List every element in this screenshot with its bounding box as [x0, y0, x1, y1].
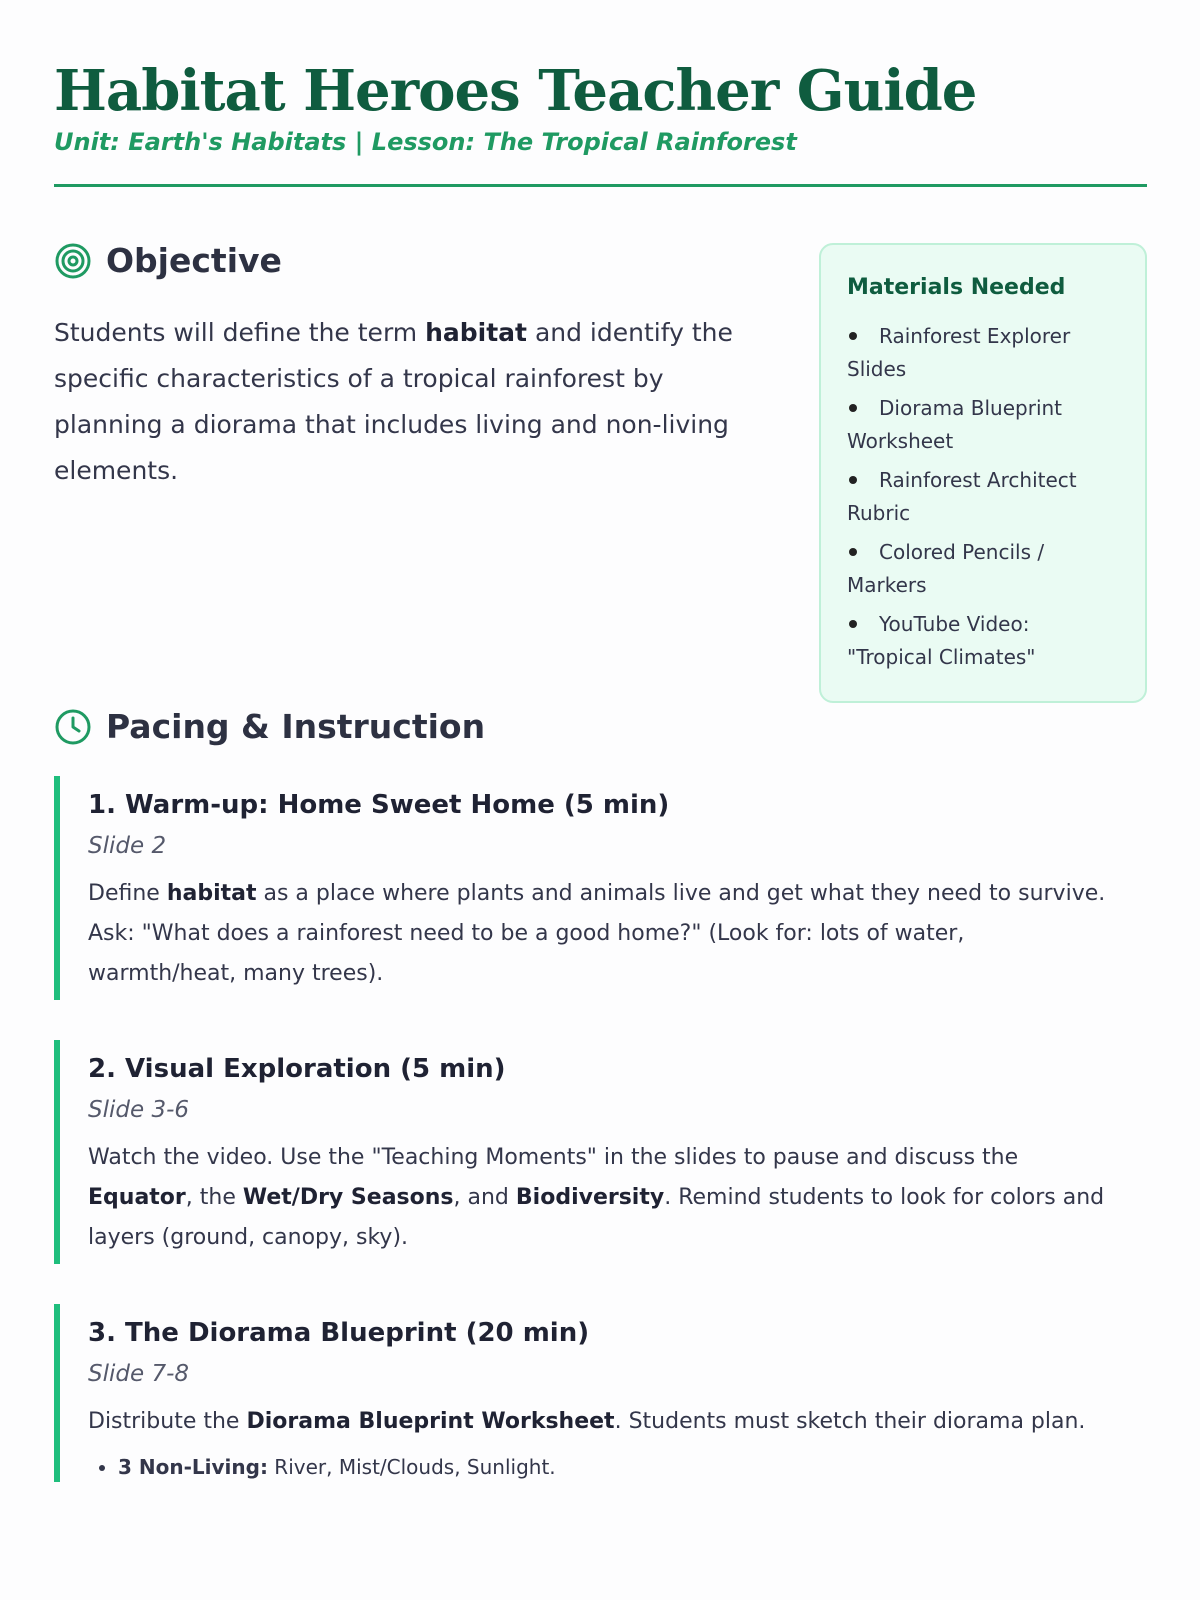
- objective-heading-label: Objective: [106, 241, 282, 280]
- top-row: [54, 187, 1146, 707]
- materials-item-label: YouTube Video: "Tropical Climates": [847, 612, 1036, 669]
- materials-list: [847, 320, 1119, 674]
- objective-section: [54, 241, 774, 494]
- materials-item: [847, 536, 1119, 602]
- bullet-dot-icon: [849, 620, 857, 628]
- step-keyword: habitat: [166, 881, 257, 906]
- objective-keyword: habitat: [425, 318, 527, 347]
- step-keyword: Diorama Blueprint Worksheet: [246, 1409, 615, 1434]
- bullet-dot-icon: [849, 476, 857, 484]
- page-title: Habitat Heroes Teacher Guide: [54, 58, 977, 124]
- step-slide-ref: Slide 2: [88, 833, 167, 859]
- step-text-segment: , the: [185, 1185, 243, 1210]
- step-keyword: Equator: [88, 1185, 186, 1210]
- materials-item-label: Diorama Blueprint Worksheet: [847, 396, 1063, 453]
- objective-heading: [54, 241, 774, 280]
- step-bullet-list: [88, 1452, 1119, 1482]
- step-text-segment: . Students must sketch their diorama plan.: [614, 1409, 1086, 1434]
- target-icon: [54, 242, 92, 280]
- step-text-segment: Watch the video. Use the "Teaching Moments" in the slides to pause and discuss the: [88, 1145, 1019, 1170]
- pacing-step: [54, 776, 1119, 1000]
- bullet-dot-icon: [849, 404, 857, 412]
- step-keyword: Biodiversity: [515, 1185, 665, 1210]
- step-text-segment: Define: [88, 881, 167, 906]
- step-description: [88, 874, 1119, 1000]
- step-title: 2. Visual Exploration (5 min): [88, 1054, 506, 1084]
- step-bullet-text: River, Mist/Clouds, Sunlight.: [267, 1455, 556, 1479]
- bullet-dot-icon: [849, 332, 857, 340]
- materials-panel: [819, 243, 1147, 703]
- clock-icon: [54, 708, 92, 746]
- step-description: [88, 1402, 1119, 1448]
- step-text-segment: Distribute the: [88, 1409, 247, 1434]
- step-title: 1. Warm-up: Home Sweet Home (5 min): [88, 790, 670, 820]
- page-subtitle: Unit: Earth's Habitats | Lesson: The Tropical Rainforest: [54, 128, 797, 156]
- bullet-dot-icon: [849, 548, 857, 556]
- step-title: 3. The Diorama Blueprint (20 min): [88, 1318, 590, 1348]
- objective-text-end: and identify the specific characteristics of a tropical rainforest by planning a diorama that includes living and non-living elements.: [54, 318, 733, 485]
- step-slide-ref: Slide 7-8: [88, 1361, 190, 1387]
- pacing-step: [54, 1040, 1119, 1264]
- step-bullet-item: [118, 1452, 1119, 1482]
- materials-title: Materials Needed: [847, 275, 1066, 300]
- pacing-steps: [54, 776, 1146, 1482]
- materials-item: [847, 392, 1119, 458]
- step-text-segment: . Remind students to look for colors and layers (ground, canopy, sky).: [88, 1185, 1105, 1250]
- materials-item: [847, 320, 1119, 386]
- step-bullet-label: 3 Non-Living:: [118, 1455, 268, 1479]
- materials-item-label: Colored Pencils / Markers: [847, 540, 1045, 597]
- objective-text-start: Students will define the term: [54, 318, 426, 347]
- step-keyword: Wet/Dry Seasons: [242, 1185, 454, 1210]
- step-description: [88, 1138, 1119, 1264]
- pacing-step: [54, 1304, 1119, 1482]
- objective-text: [54, 310, 774, 494]
- materials-item: [847, 608, 1119, 674]
- materials-item-label: Rainforest Architect Rubric: [847, 468, 1077, 525]
- materials-item: [847, 464, 1119, 530]
- step-slide-ref: Slide 3-6: [88, 1097, 190, 1123]
- pacing-heading: [54, 707, 1146, 746]
- pacing-heading-label: Pacing & Instruction: [106, 707, 486, 746]
- pacing-section: [54, 707, 1146, 1482]
- step-text-segment: , and: [453, 1185, 516, 1210]
- step-text-segment: as a place where plants and animals live and get what they need to survive. Ask: "What does a rainforest need to be a good home?" (Look for: lots of water, warmth/heat, many trees).: [88, 881, 1106, 986]
- materials-item-label: Rainforest Explorer Slides: [847, 324, 1071, 381]
